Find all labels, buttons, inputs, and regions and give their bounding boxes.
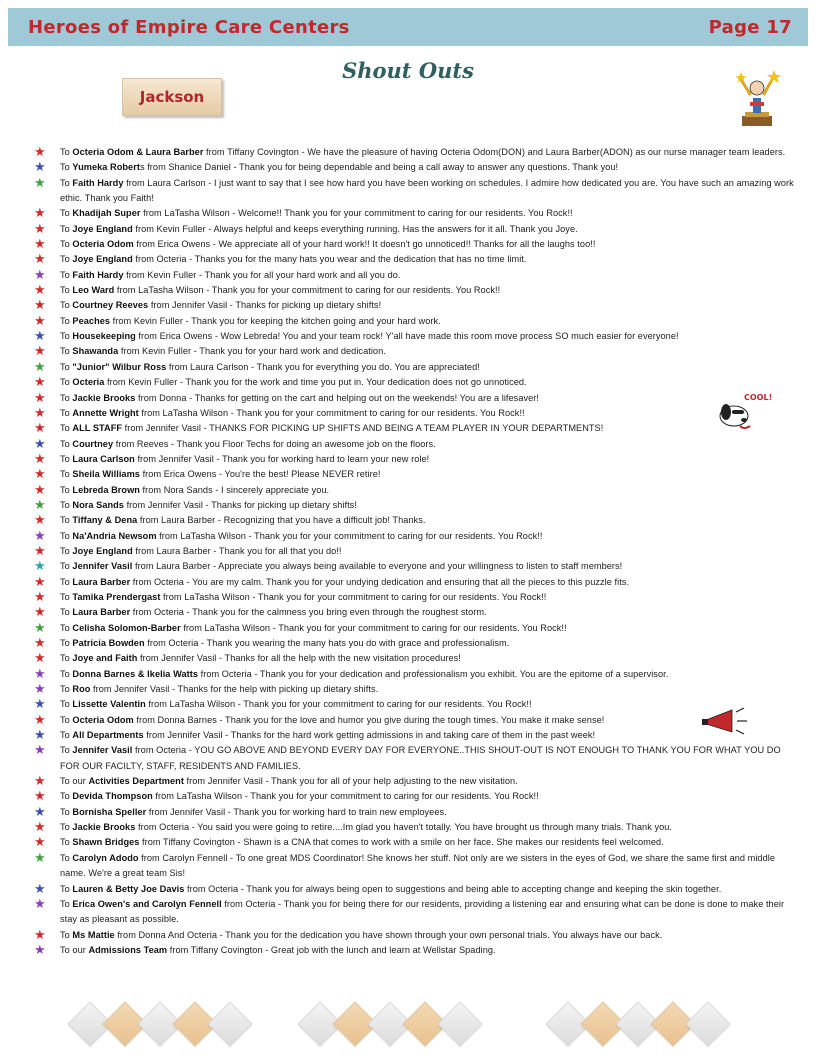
shoutout-message: from Octeria - You said you were going to retire....Im glad you haven't totally. You have brought us through many trials. Thank you.	[135, 822, 673, 833]
shoutout-item	[34, 375, 800, 390]
page-number: Page 17	[708, 16, 792, 38]
shoutout-recipient: Jackie Brooks	[72, 822, 136, 833]
shoutout-recipient: Khadijah Super	[72, 208, 141, 219]
shoutout-message: from Octeria - YOU GO ABOVE AND BEYOND EVERY DAY FOR EVERYONE..THIS SHOUT-OUT IS NOT ENOUGH TO THANK YOU FOR WHAT YOU DO FOR OUR FACILTY, STAFF, RESIDENTS AND FAMILIES.	[60, 745, 781, 771]
shoutout-item	[34, 391, 800, 406]
shoutout-prefix: To	[60, 377, 73, 388]
shoutout-recipient: Octeria	[72, 377, 105, 388]
shoutout-message: from LaTasha Wilson - Thank you for your commitment to caring for our residents. You Rock!!	[152, 791, 539, 802]
shoutout-message: from LaTasha Wilson - Welcome!! Thank you for your commitment to caring for our residents. You Rock!!	[140, 208, 573, 219]
star-icon: ★	[34, 175, 46, 191]
shoutout-prefix: To	[60, 361, 73, 372]
shoutout-list	[34, 145, 800, 958]
shoutout-item	[34, 406, 800, 421]
shoutout-item	[34, 943, 800, 958]
star-icon: ★	[34, 421, 46, 437]
shoutout-recipient: Jennifer Vasil	[72, 561, 133, 572]
star-icon: ★	[34, 451, 46, 467]
star-icon: ★	[34, 666, 46, 682]
star-icon: ★	[34, 221, 46, 237]
shoutout-item	[34, 928, 800, 943]
star-icon: ★	[34, 528, 46, 544]
shoutout-recipient: Activities Department	[88, 776, 184, 787]
shoutout-prefix: To	[60, 898, 73, 909]
shoutout-message: from Jennifer Vasil - Thanks for picking up dietary shifts!	[123, 499, 357, 510]
star-icon: ★	[34, 835, 46, 851]
shoutout-message: from LaTasha Wilson - Thank you for your commitment to caring for our residents. You Rock!!	[180, 622, 567, 633]
star-icon: ★	[34, 697, 46, 713]
shoutout-prefix: To	[60, 576, 73, 587]
shoutout-recipient: Donna Barnes & Ikelia Watts	[72, 668, 198, 679]
shoutout-item	[34, 360, 800, 375]
shoutout-message: from Octeria - Thanks you for the many hats you wear and the dedication that has no time limit.	[132, 254, 527, 265]
svg-text:COOL!: COOL!	[744, 393, 773, 402]
shoutout-recipient: Annette Wright	[72, 407, 139, 418]
footer-diamond-icon	[207, 1001, 252, 1046]
shoutout-recipient: Jennifer Vasil	[72, 745, 133, 756]
star-icon: ★	[34, 559, 46, 575]
shoutout-message: from LaTasha Wilson - Thank you for your commitment to caring for our residents. You Rock!!	[145, 699, 532, 710]
shoutout-item	[34, 682, 800, 697]
shoutout-recipient: Peaches	[72, 315, 111, 326]
star-icon: ★	[34, 620, 46, 636]
shoutout-item	[34, 513, 800, 528]
shoutout-prefix: To	[60, 438, 73, 449]
shoutout-recipient: Courtney	[72, 438, 114, 449]
shoutout-recipient: Na'Andria Newsom	[72, 530, 157, 541]
shoutout-item	[34, 636, 800, 651]
shoutout-recipient: Jackie Brooks	[72, 392, 136, 403]
shoutout-prefix: To	[60, 346, 73, 357]
shoutout-recipient: Joye England	[72, 223, 133, 234]
shoutout-recipient: Lissette Valentin	[72, 699, 146, 710]
newsletter-title: Heroes of Empire Care Centers	[28, 16, 350, 38]
shoutout-message: from Octeria - Thank you for being there for our residents, providing a listening ear and ensuring what can be done is done to make their stay as pleasant as possible.	[60, 898, 785, 925]
shoutout-message: from Laura Barber - Thank you for all that you do!!	[132, 545, 342, 556]
shoutout-recipient: Shawn Bridges	[72, 837, 140, 848]
shoutout-prefix: To	[60, 515, 73, 526]
shoutout-message: from Nora Sands - I sincerely appreciate you.	[139, 484, 330, 495]
star-icon: ★	[34, 850, 46, 866]
shoutout-prefix: To	[60, 806, 73, 817]
star-icon: ★	[34, 436, 46, 452]
shoutout-prefix: To	[60, 822, 73, 833]
shoutout-item	[34, 897, 800, 928]
shoutout-recipient: Joye England	[72, 545, 133, 556]
shoutout-prefix: To	[60, 638, 73, 648]
shoutout-recipient: Octeria Odom	[72, 239, 134, 250]
star-icon: ★	[34, 298, 46, 314]
shoutout-prefix: To	[60, 791, 73, 802]
footer-diamond-icon	[437, 1001, 482, 1046]
shoutout-message: from Laura Carlson - I just want to say that I see how hard you have been working on schedules. I admire how dedicated you are. You have such an amazing work ethic. Thank you Faith!	[60, 177, 794, 204]
shoutout-message: from Erica Owens - We appreciate all of your hard work!! It doesn't go unnoticed!! Thanks for all the laughs too!!	[133, 239, 596, 250]
star-icon: ★	[34, 497, 46, 513]
shoutout-recipient: Octeria Odom	[72, 714, 134, 725]
shoutout-recipient: Lauren & Betty Joe Davis	[72, 883, 185, 894]
shoutout-recipient: Admissions Team	[88, 944, 168, 955]
shoutout-prefix: To	[60, 484, 73, 495]
star-icon: ★	[34, 927, 46, 943]
shoutout-message: s from Shanice Daniel - Thank you for being dependable and being a call away to answer any questions. Thank you!	[139, 162, 619, 173]
shoutout-message: from LaTasha Wilson - Thank you for your commitment to caring for our residents. You Rock!!	[114, 285, 501, 296]
shoutout-recipient: Celisha Solomon-Barber	[72, 622, 181, 633]
shoutout-message: from Octeria - Thank you for your dedication and professionalism you exhibit. You are the epitome of a supervisor.	[198, 668, 669, 679]
shoutout-message: from Kevin Fuller - Always helpful and keeps everything running. Has the answers for it all. Thank you Joye.	[132, 223, 578, 234]
shoutout-prefix: To	[60, 208, 73, 219]
star-icon: ★	[34, 743, 46, 759]
shoutout-item	[34, 651, 800, 666]
shoutout-item	[34, 590, 800, 605]
star-icon: ★	[34, 390, 46, 406]
shoutout-recipient: Carolyn Adodo	[72, 852, 139, 863]
star-icon: ★	[34, 942, 46, 958]
shoutout-item	[34, 314, 800, 329]
star-icon: ★	[34, 636, 46, 651]
shoutout-prefix: To	[60, 929, 73, 940]
shoutout-item	[34, 789, 800, 804]
shoutout-message: from Donna - Thanks for getting on the cart and helping out on the weekends! You are a lifesaver!	[135, 392, 539, 403]
shoutout-recipient: Faith Hardy	[72, 177, 124, 188]
shoutout-item	[34, 882, 800, 897]
shoutout-message: from Octeria - Thank you for always being open to suggestions and being able to accepting change and keeping the skin together.	[184, 883, 722, 894]
shoutout-item	[34, 467, 800, 482]
shoutout-recipient: Leo Ward	[72, 285, 115, 296]
shoutout-item	[34, 743, 800, 774]
star-icon: ★	[34, 329, 46, 345]
shoutout-recipient: Laura Carlson	[72, 453, 135, 464]
star-icon: ★	[34, 513, 46, 529]
shoutout-item	[34, 268, 800, 283]
shoutout-recipient: Shawanda	[72, 346, 119, 357]
shoutout-recipient: Ms Mattie	[72, 929, 115, 940]
shoutout-recipient: Joye England	[72, 254, 133, 265]
shoutout-item	[34, 176, 800, 207]
shoutout-message: from Tiffany Covington - Great job with the lunch and learn at Wellstar Spading.	[167, 944, 496, 955]
shoutout-item	[34, 820, 800, 835]
shoutout-prefix: To	[60, 254, 73, 265]
shoutout-message: from Octeria - Thank you for the calmness you bring even through the roughest storm.	[130, 607, 487, 618]
shoutout-item	[34, 498, 800, 513]
shoutout-recipient: Faith Hardy	[72, 269, 124, 280]
star-icon: ★	[34, 543, 46, 559]
shoutout-item	[34, 713, 800, 728]
star-icon: ★	[34, 605, 46, 621]
shoutout-prefix: To	[60, 530, 73, 541]
shoutout-item	[34, 529, 800, 544]
star-icon: ★	[34, 206, 46, 222]
shoutout-message: from Kevin Fuller - Thank you for the work and time you put in. Your dedication does not go unnoticed.	[104, 377, 527, 388]
shoutout-prefix: To	[60, 147, 73, 157]
shoutout-prefix: To	[60, 883, 73, 894]
shoutout-prefix: To	[60, 499, 73, 510]
shoutout-item	[34, 329, 800, 344]
shoutout-recipient: Octeria Odom & Laura Barber	[72, 147, 204, 157]
shoutout-recipient: Sheila Williams	[72, 469, 140, 480]
footer-decoration	[0, 998, 816, 1054]
star-icon: ★	[34, 344, 46, 360]
shoutout-prefix: To	[60, 607, 73, 618]
shoutout-message: from Erica Owens - Wow Lebreda! You and your team rock! Y'all have made this room move process SO much easier for everyone!	[135, 331, 679, 342]
shoutout-item	[34, 160, 800, 175]
shoutout-item	[34, 835, 800, 850]
trophy-icon	[736, 68, 780, 130]
shoutout-item	[34, 667, 800, 682]
shoutout-item	[34, 283, 800, 298]
shoutout-prefix: To	[60, 300, 73, 311]
shoutout-item	[34, 483, 800, 498]
shoutout-item	[34, 421, 800, 436]
shoutout-prefix: To	[60, 591, 73, 602]
shoutout-prefix: To	[60, 223, 73, 234]
shoutout-item	[34, 344, 800, 359]
shoutout-message: from Jennifer Vasil - Thanks for the hard work getting admissions in and taking care of them in the past week!	[143, 730, 596, 741]
shoutout-message: from Jennifer Vasil - Thank you for all of your help adjusting to the new visitation.	[183, 776, 518, 787]
shoutout-message: from Kevin Fuller - Thank you for your hard work and dedication.	[118, 346, 386, 357]
shoutout-prefix: To	[60, 730, 73, 741]
shoutout-prefix: To	[60, 239, 73, 250]
star-icon: ★	[34, 482, 46, 498]
shoutout-recipient: All Departments	[72, 730, 144, 741]
shoutout-recipient: Laura Barber	[72, 576, 131, 587]
shoutout-prefix: To	[60, 622, 73, 633]
star-icon: ★	[34, 774, 46, 790]
star-icon: ★	[34, 712, 46, 728]
shoutout-item	[34, 237, 800, 252]
header-banner	[8, 8, 808, 46]
shoutout-item	[34, 774, 800, 789]
shoutout-prefix: To	[60, 177, 73, 188]
star-icon: ★	[34, 145, 46, 160]
shoutout-prefix: To	[60, 285, 73, 296]
shoutout-recipient: Tamika Prendergast	[72, 591, 161, 602]
shoutout-prefix: To	[60, 745, 73, 756]
shoutout-recipient: Courtney Reeves	[72, 300, 149, 311]
shoutout-prefix: To	[60, 453, 73, 464]
star-icon: ★	[34, 682, 46, 698]
shoutout-item	[34, 605, 800, 620]
shoutout-prefix: To	[60, 392, 73, 403]
shoutout-item	[34, 559, 800, 574]
shoutout-item	[34, 298, 800, 313]
shoutout-recipient: "Junior" Wilbur Ross	[72, 361, 167, 372]
shoutout-recipient: Laura Barber	[72, 607, 131, 618]
shoutout-message: from Laura Barber - Appreciate you always being available to everyone and your willingness to listen to staff members!	[132, 561, 623, 572]
star-icon: ★	[34, 313, 46, 329]
shoutout-message: from LaTasha Wilson - Thank you for your commitment to caring for our residents. You Rock!!	[160, 591, 547, 602]
shoutout-item	[34, 621, 800, 636]
shoutout-recipient: Erica Owen's and Carolyn Fennell	[72, 898, 222, 909]
shoutout-item	[34, 145, 800, 160]
shoutout-message: from Jennifer Vasil - Thanks for picking up dietary shifts!	[148, 300, 382, 311]
shoutout-prefix: To	[60, 837, 73, 848]
shoutout-message: from Erica Owens - You're the best! Please NEVER retire!	[139, 469, 381, 480]
star-icon: ★	[34, 375, 46, 391]
star-icon: ★	[34, 359, 46, 375]
shoutout-message: from Tiffany Covington - Shawn is a CNA that comes to work with a smile on her face. She makes our residents feel welcomed.	[139, 837, 664, 848]
shoutout-message: from Donna And Octeria - Thank you for the dedication you have shown through your own personal trials. You always have our back.	[114, 929, 663, 940]
shoutout-recipient: Yumeka Robert	[72, 162, 140, 173]
shoutout-recipient: Joye and Faith	[72, 653, 138, 664]
shoutout-message: from Kevin Fuller - Thank you for keeping the kitchen going and your hard work.	[110, 315, 441, 326]
star-icon: ★	[34, 651, 46, 667]
shoutout-prefix: To	[60, 407, 73, 418]
shoutout-prefix: To our	[60, 776, 89, 787]
shoutout-recipient: Patricia Bowden	[72, 638, 145, 648]
shoutout-item	[34, 252, 800, 267]
star-icon: ★	[34, 896, 46, 912]
shoutout-item	[34, 222, 800, 237]
shoutout-recipient: Tiffany & Dena	[72, 515, 138, 526]
shoutout-recipient: Bornisha Speller	[72, 806, 147, 817]
shoutout-message: from Jennifer Vasil - Thank you for working hard to learn your new role!	[134, 453, 430, 464]
star-icon: ★	[34, 283, 46, 299]
shoutout-message: from Carolyn Fennell - To one great MDS Coordinator! She knows her stuff. Not only are we sisters in the eyes of God, we share the same first and middle name. We're a great team Sis!	[60, 852, 775, 879]
shoutout-item	[34, 697, 800, 712]
shoutout-message: from Jennifer Vasil - Thanks for the help with picking up dietary shifts.	[90, 684, 379, 695]
shoutout-prefix: To	[60, 714, 73, 725]
shoutout-recipient: Housekeeping	[72, 331, 136, 342]
shoutout-message: from LaTasha Wilson - Thank you for your commitment to caring for our residents. You Rock!!	[138, 407, 525, 418]
shoutout-message: from Jennifer Vasil - Thanks for all the help with the new visitation procedures!	[137, 653, 461, 664]
shoutout-message: from Octeria - You are my calm. Thank you for your undying dedication and ensuring that all the pieces to this puzzle fits.	[130, 576, 630, 587]
location-label-text: Jackson	[139, 88, 205, 106]
section-title: Shout Outs	[342, 58, 474, 83]
star-icon: ★	[34, 467, 46, 483]
shoutout-message: from Tiffany Covington - We have the pleasure of having Octeria Odom(DON) and Laura Barber(ADON) as our nurse manager team leaders.	[203, 147, 786, 157]
footer-diamond-icon	[685, 1001, 730, 1046]
star-icon: ★	[34, 237, 46, 253]
star-icon: ★	[34, 789, 46, 805]
shoutout-prefix: To	[60, 545, 73, 556]
shoutout-prefix: To	[60, 561, 73, 572]
shoutout-prefix: To	[60, 668, 73, 679]
shoutout-item	[34, 206, 800, 221]
star-icon: ★	[34, 405, 46, 421]
shoutout-message: from Donna Barnes - Thank you for the love and humor you give during the tough times. You make it make sense!	[133, 714, 605, 725]
shoutout-prefix: To	[60, 699, 73, 710]
shoutout-prefix: To	[60, 423, 73, 434]
shoutout-item	[34, 805, 800, 820]
shoutout-recipient: Devida Thompson	[72, 791, 153, 802]
shoutout-prefix: To	[60, 684, 73, 695]
shoutout-message: from Kevin Fuller - Thank you for all your hard work and all you do.	[123, 269, 401, 280]
location-label	[122, 78, 222, 116]
shoutout-item	[34, 544, 800, 559]
shoutout-message: from Laura Carlson - Thank you for everything you do. You are appreciated!	[166, 361, 480, 372]
shoutout-prefix: To	[60, 315, 73, 326]
shoutout-item	[34, 437, 800, 452]
shoutout-message: from Reeves - Thank you Floor Techs for doing an awesome job on the floors.	[113, 438, 436, 449]
shoutout-item	[34, 851, 800, 882]
shoutout-message: from Octeria - Thank you wearing the many hats you do with grace and professionalism.	[144, 638, 510, 648]
shoutout-item	[34, 728, 800, 743]
shoutout-prefix: To our	[60, 944, 89, 955]
shoutout-recipient: Roo	[72, 684, 91, 695]
shoutout-recipient: Lebreda Brown	[72, 484, 140, 495]
shoutout-prefix: To	[60, 269, 73, 280]
star-icon: ★	[34, 252, 46, 268]
shoutout-item	[34, 452, 800, 467]
shoutout-recipient: Nora Sands	[72, 499, 124, 510]
star-icon: ★	[34, 728, 46, 744]
shoutout-message: from Jennifer Vasil - THANKS FOR PICKING UP SHIFTS AND BEING A TEAM PLAYER IN YOUR DEPARTMENTS!	[122, 423, 604, 434]
star-icon: ★	[34, 881, 46, 897]
shoutout-message: from Laura Barber - Recognizing that you have a difficult job! Thanks.	[137, 515, 426, 526]
star-icon: ★	[34, 589, 46, 605]
shoutout-prefix: To	[60, 653, 73, 664]
shoutout-prefix: To	[60, 469, 73, 480]
shoutout-prefix: To	[60, 331, 73, 342]
shoutout-message: from LaTasha Wilson - Thank you for your commitment to caring for our residents. You Rock!!	[156, 530, 543, 541]
shoutout-message: from Jennifer Vasil - Thank you for working hard to train new employees.	[146, 806, 447, 817]
shoutout-item	[34, 575, 800, 590]
star-icon: ★	[34, 820, 46, 836]
star-icon: ★	[34, 574, 46, 590]
shoutout-prefix: To	[60, 162, 73, 173]
star-icon: ★	[34, 804, 46, 820]
shoutout-prefix: To	[60, 852, 73, 863]
star-icon: ★	[34, 267, 46, 283]
star-icon: ★	[34, 160, 46, 176]
shoutout-recipient: ALL STAFF	[72, 423, 123, 434]
